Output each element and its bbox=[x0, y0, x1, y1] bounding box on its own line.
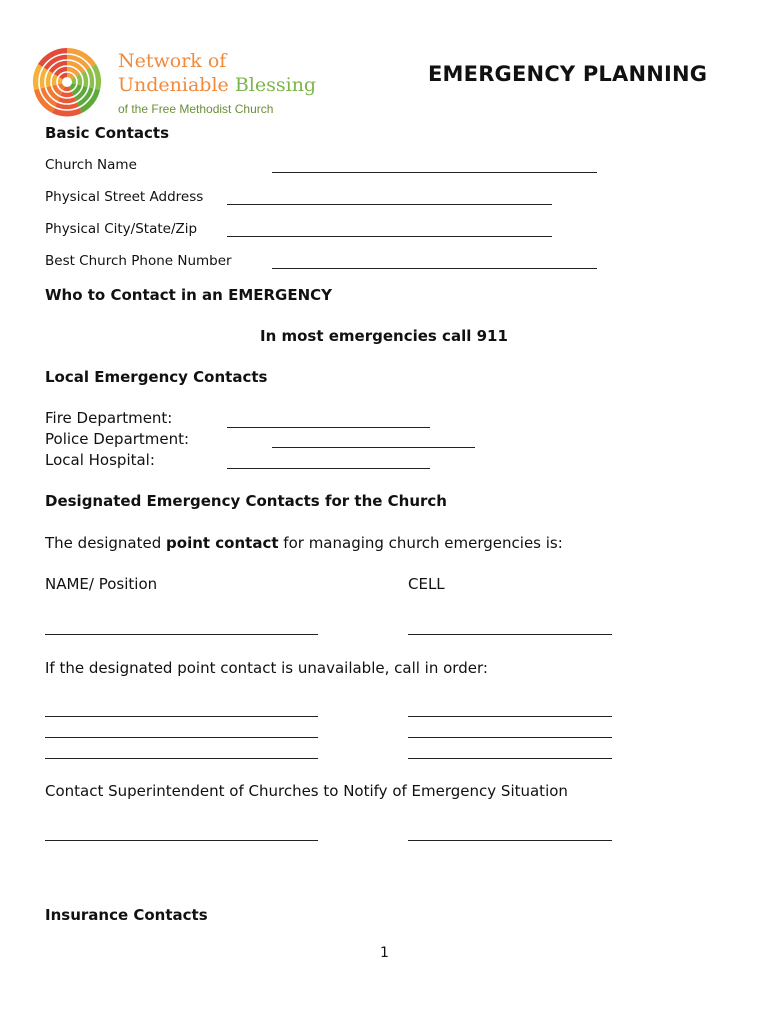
logo-name-line2 bbox=[118, 74, 316, 96]
logo-name-blessing: Blessing bbox=[234, 74, 317, 96]
point-contact-sentence bbox=[45, 534, 563, 552]
point-contact-name-field[interactable] bbox=[45, 634, 318, 635]
page-title: EMERGENCY PLANNING bbox=[428, 62, 708, 86]
unavailable-instruction: If the designated point contact is unavailable, call in order: bbox=[45, 659, 488, 677]
church-name-field[interactable] bbox=[272, 172, 597, 173]
backup-contact-1-name-field[interactable] bbox=[45, 716, 318, 717]
police-department-field[interactable] bbox=[272, 447, 475, 448]
sunburst-logo-icon bbox=[30, 44, 104, 120]
logo-name-undeniable: Undeniable bbox=[118, 74, 235, 96]
backup-contact-1-cell-field[interactable] bbox=[408, 716, 612, 717]
police-department-label: Police Department: bbox=[45, 430, 190, 448]
church-phone-field[interactable] bbox=[272, 268, 597, 269]
backup-contact-2-cell-field[interactable] bbox=[408, 737, 612, 738]
point-contact-cell-field[interactable] bbox=[408, 634, 612, 635]
city-state-zip-field[interactable] bbox=[227, 236, 552, 237]
superintendent-instruction: Contact Superintendent of Churches to Notify of Emergency Situation bbox=[45, 782, 568, 800]
logo-name-line1: Network of bbox=[118, 50, 227, 72]
page-number: 1 bbox=[380, 945, 389, 961]
fire-department-label: Fire Department: bbox=[45, 409, 173, 427]
logo-tagline: of the Free Methodist Church bbox=[118, 102, 274, 116]
local-hospital-label: Local Hospital: bbox=[45, 451, 155, 469]
superintendent-cell-field[interactable] bbox=[408, 840, 612, 841]
backup-contact-3-cell-field[interactable] bbox=[408, 758, 612, 759]
point-contact-sentence-start: The designated bbox=[45, 534, 167, 552]
street-address-label: Physical Street Address bbox=[45, 189, 204, 205]
local-hospital-field[interactable] bbox=[227, 468, 430, 469]
name-position-label: NAME/ Position bbox=[45, 575, 158, 593]
city-state-zip-label: Physical City/State/Zip bbox=[45, 221, 198, 237]
superintendent-name-field[interactable] bbox=[45, 840, 318, 841]
cell-label: CELL bbox=[408, 575, 445, 593]
church-name-label: Church Name bbox=[45, 157, 137, 173]
designated-contacts-heading: Designated Emergency Contacts for the Church bbox=[45, 492, 447, 510]
local-contacts-heading: Local Emergency Contacts bbox=[45, 368, 268, 386]
organization-logo bbox=[30, 44, 330, 120]
emergency-contact-heading: Who to Contact in an EMERGENCY bbox=[45, 286, 333, 304]
call-911-notice: In most emergencies call 911 bbox=[260, 327, 508, 345]
backup-contact-3-name-field[interactable] bbox=[45, 758, 318, 759]
point-contact-sentence-end: for managing church emergencies is: bbox=[278, 534, 563, 552]
street-address-field[interactable] bbox=[227, 204, 552, 205]
backup-contact-2-name-field[interactable] bbox=[45, 737, 318, 738]
fire-department-field[interactable] bbox=[227, 427, 430, 428]
insurance-contacts-heading: Insurance Contacts bbox=[45, 906, 208, 924]
point-contact-emphasis: point contact bbox=[166, 534, 279, 552]
church-phone-label: Best Church Phone Number bbox=[45, 253, 232, 269]
basic-contacts-heading: Basic Contacts bbox=[45, 124, 170, 142]
